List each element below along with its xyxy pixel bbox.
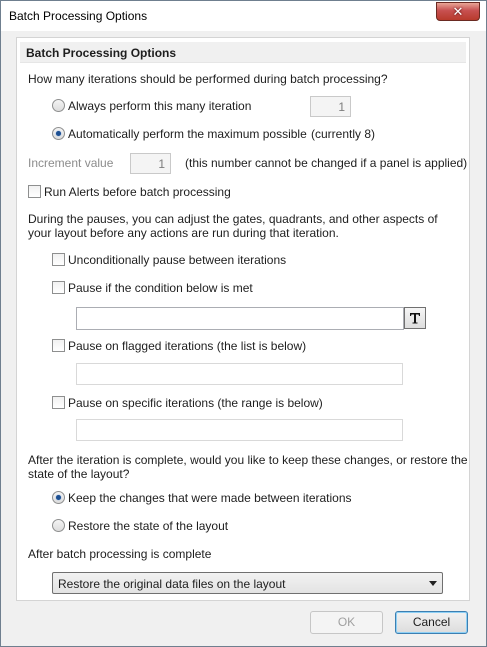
restore-layout-label[interactable]: Restore the state of the layout: [68, 519, 229, 533]
restore-layout-radio[interactable]: [52, 519, 65, 532]
after-batch-label: After batch processing is complete: [28, 547, 212, 561]
ok-button[interactable]: OK: [310, 611, 383, 634]
keep-changes-label[interactable]: Keep the changes that were made between iterations: [68, 491, 352, 505]
chevron-down-icon: [429, 581, 437, 586]
cancel-button[interactable]: Cancel: [395, 611, 468, 634]
unconditional-pause-label[interactable]: Unconditionally pause between iterations: [68, 253, 287, 267]
unconditional-pause-checkbox[interactable]: [52, 253, 65, 266]
auto-note: (currently 8): [311, 127, 376, 141]
always-label[interactable]: Always perform this many iteration: [68, 99, 252, 113]
run-alerts-checkbox[interactable]: [28, 185, 41, 198]
condition-pause-label[interactable]: Pause if the condition below is met: [68, 281, 253, 295]
section-title: Batch Processing Options: [26, 46, 177, 60]
auto-label[interactable]: Automatically perform the maximum possible: [68, 127, 307, 141]
always-count-input[interactable]: 1: [310, 96, 351, 117]
increment-input[interactable]: 1: [130, 153, 171, 174]
text-tool-icon: [408, 311, 422, 325]
condition-pause-checkbox[interactable]: [52, 281, 65, 294]
increment-label: Increment value: [28, 156, 114, 170]
keep-changes-radio[interactable]: [52, 491, 65, 504]
flagged-list-input[interactable]: [76, 363, 403, 385]
pauses-intro-line2: your layout before any actions are run during that iteration.: [28, 226, 339, 240]
close-button[interactable]: [436, 2, 480, 21]
run-alerts-label[interactable]: Run Alerts before batch processing: [44, 185, 231, 199]
iterations-question: How many iterations should be performed during batch processing?: [28, 72, 388, 86]
auto-radio[interactable]: [52, 127, 65, 140]
condition-input[interactable]: [76, 307, 404, 330]
specific-range-input[interactable]: [76, 419, 403, 441]
text-tool-button[interactable]: [404, 307, 426, 329]
after-batch-selected-option: Restore the original data files on the layout: [58, 577, 286, 591]
always-radio[interactable]: [52, 99, 65, 112]
section-header: [20, 42, 466, 63]
flagged-pause-checkbox[interactable]: [52, 339, 65, 352]
close-icon: ✕: [452, 3, 464, 19]
title-bar: [1, 1, 486, 31]
pauses-intro-line1: During the pauses, you can adjust the gates, quadrants, and other aspects of: [28, 212, 438, 226]
after-iteration-question-line1: After the iteration is complete, would you like to keep these changes, or restore the: [28, 453, 468, 467]
increment-note: (this number cannot be changed if a panel is applied): [185, 156, 468, 170]
after-iteration-question-line2: state of the layout?: [28, 467, 130, 481]
after-batch-select[interactable]: [52, 572, 443, 594]
specific-pause-checkbox[interactable]: [52, 396, 65, 409]
specific-pause-label[interactable]: Pause on specific iterations (the range is below): [68, 396, 323, 410]
window-title: Batch Processing Options: [9, 9, 148, 23]
flagged-pause-label[interactable]: Pause on flagged iterations (the list is below): [68, 339, 307, 353]
